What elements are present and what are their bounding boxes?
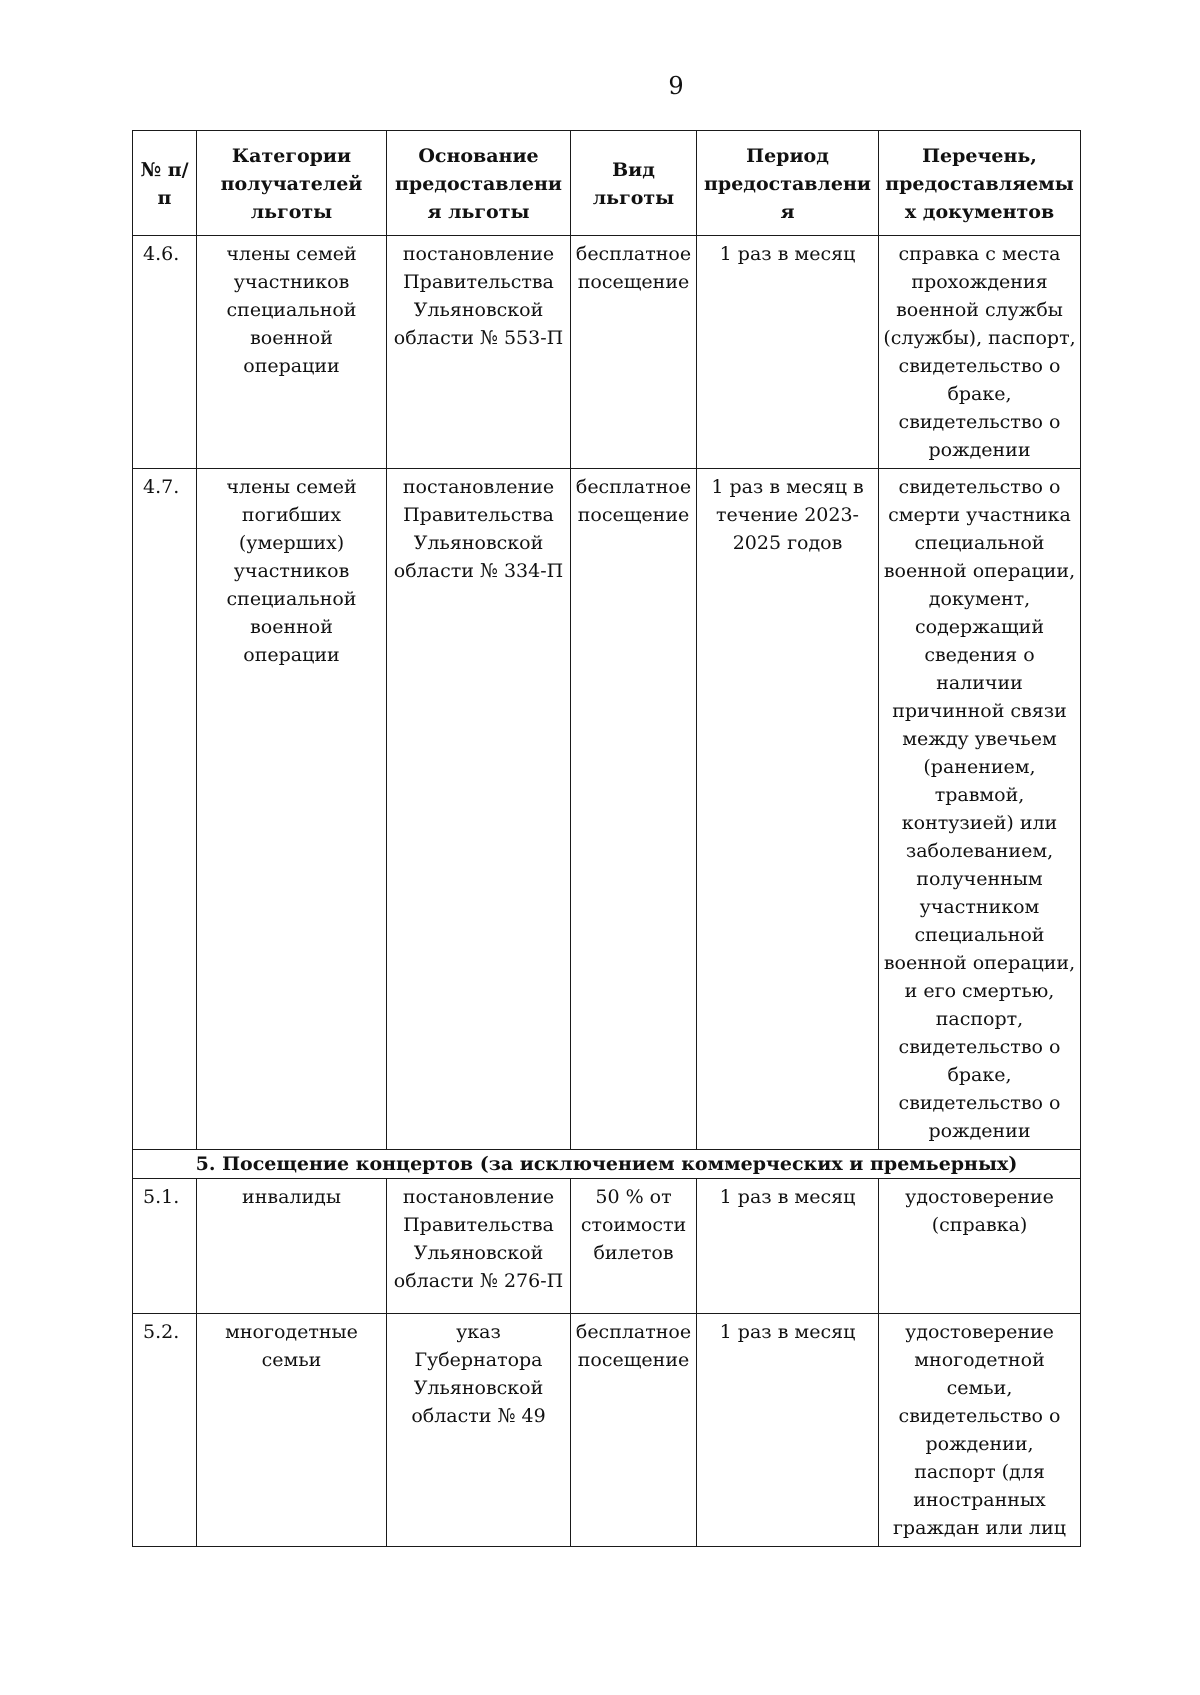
benefits-table (132, 130, 1081, 1547)
page-number: 9 (668, 72, 684, 100)
row-period: 1 раз в месяц (697, 1314, 879, 1547)
header-number: № п/п (133, 131, 197, 236)
row-basis: указ Губернатора Ульяновской области № 49 (387, 1314, 571, 1547)
row-documents: удостоверение (справка) (879, 1179, 1081, 1314)
table-header-row (133, 131, 1081, 236)
table-row (133, 236, 1081, 469)
row-category: инвалиды (197, 1179, 387, 1314)
row-basis: постановление Правительства Ульяновской области № 276-П (387, 1179, 571, 1314)
row-category: члены семей погибших (умерших) участников специальной военной операции (197, 469, 387, 1150)
row-period: 1 раз в месяц (697, 1179, 879, 1314)
row-number: 5.2. (133, 1314, 197, 1547)
row-documents: удостоверение многодетной семьи, свидетельство о рождении, паспорт (для иностранных граждан или лиц (879, 1314, 1081, 1547)
row-documents: справка с места прохождения военной службы (службы), паспорт, свидетельство о браке, свидетельство о рождении (879, 236, 1081, 469)
row-number: 4.6. (133, 236, 197, 469)
row-number: 5.1. (133, 1179, 197, 1314)
section-row (133, 1150, 1081, 1179)
row-benefit-type: 50 % от стоимости билетов (571, 1179, 697, 1314)
row-number: 4.7. (133, 469, 197, 1150)
header-benefit-type: Вид льготы (571, 131, 697, 236)
table-row (133, 469, 1081, 1150)
row-documents: свидетельство о смерти участника специальной военной операции, документ, содержащий сведения о наличии причинной связи между увечьем (ранением, травмой, контузией) или заболеванием, полученным участником специальной военной операции, и его смертью, паспорт, свидетельство о браке, свидетельство о рождении (879, 469, 1081, 1150)
table-row (133, 1179, 1081, 1314)
header-category: Категории получателей льготы (197, 131, 387, 236)
row-basis: постановление Правительства Ульяновской области № 553-П (387, 236, 571, 469)
row-benefit-type: бесплатное посещение (571, 236, 697, 469)
header-period: Период предоставления (697, 131, 879, 236)
table-row (133, 1314, 1081, 1547)
header-documents: Перечень, предоставляемых документов (879, 131, 1081, 236)
section-5-title: 5. Посещение концертов (за исключением коммерческих и премьерных) (133, 1150, 1081, 1179)
row-benefit-type: бесплатное посещение (571, 469, 697, 1150)
row-period: 1 раз в месяц в течение 2023-2025 годов (697, 469, 879, 1150)
row-basis: постановление Правительства Ульяновской области № 334-П (387, 469, 571, 1150)
row-benefit-type: бесплатное посещение (571, 1314, 697, 1547)
row-category: многодетные семьи (197, 1314, 387, 1547)
row-period: 1 раз в месяц (697, 236, 879, 469)
row-category: члены семей участников специальной военной операции (197, 236, 387, 469)
header-basis: Основание предоставления льготы (387, 131, 571, 236)
